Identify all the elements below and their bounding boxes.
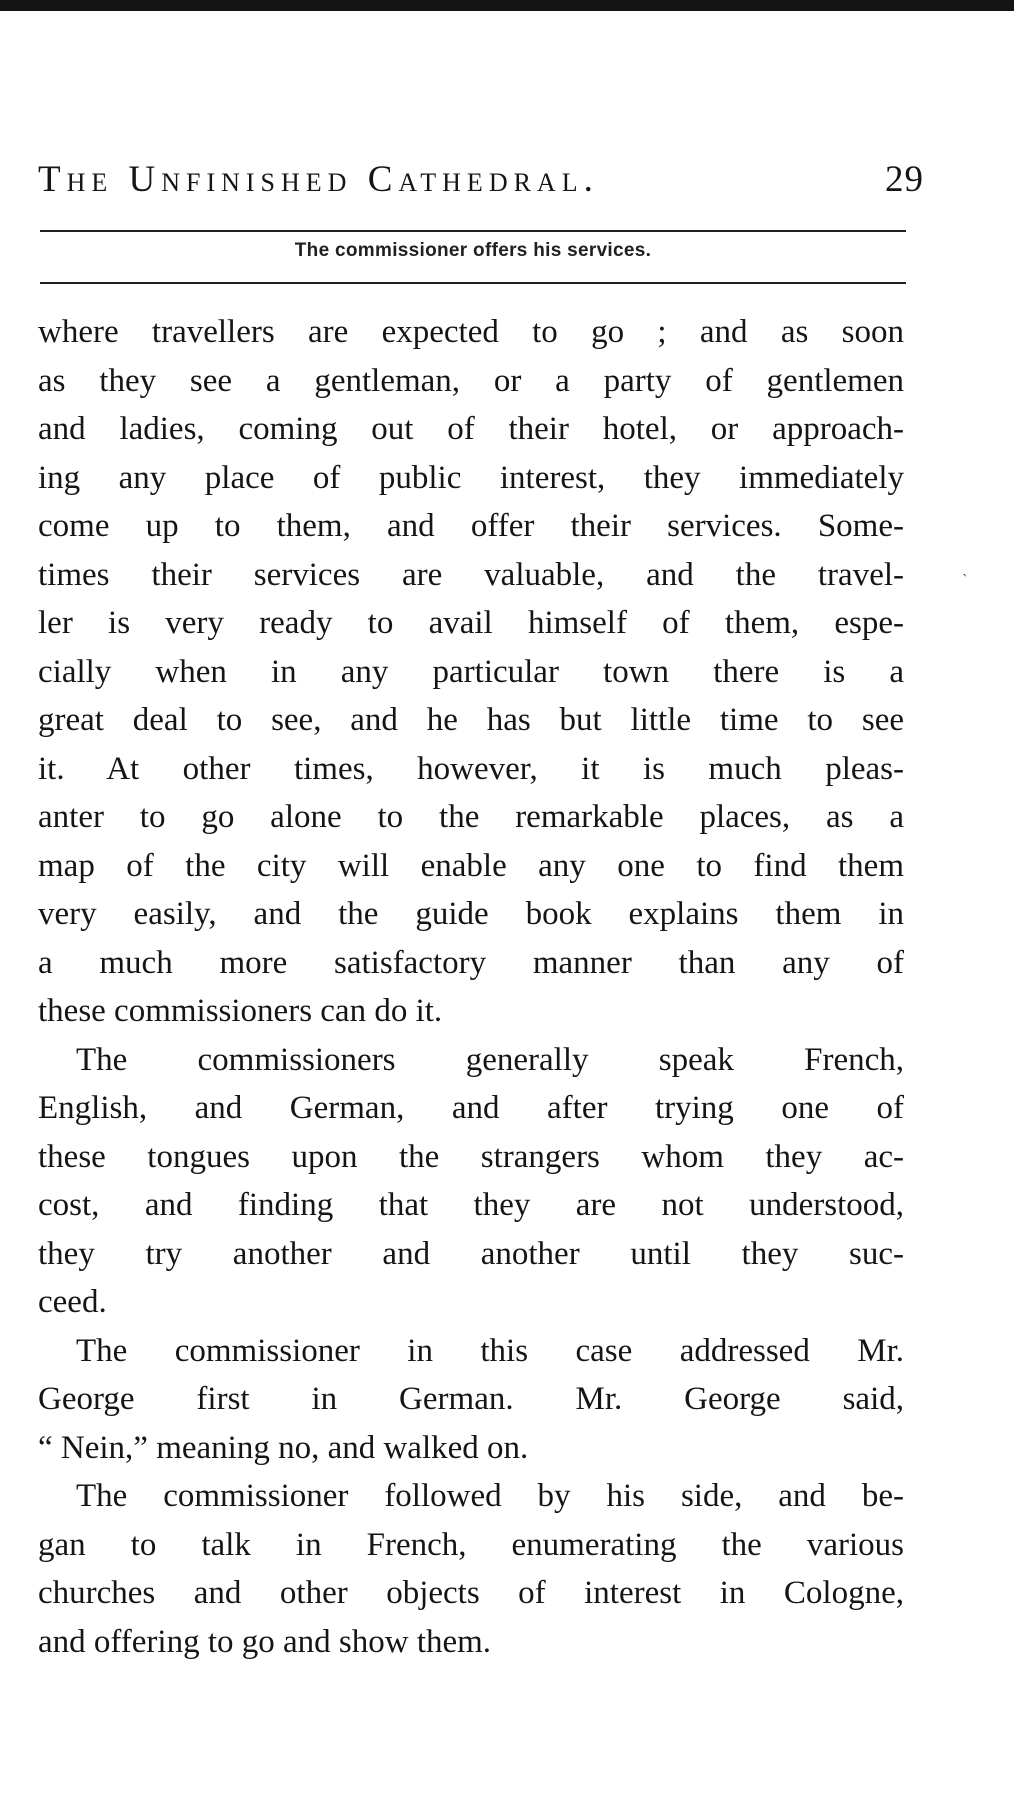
text-line: very easily, and the guide book explains them in [38,896,904,932]
paragraph-start-line: The commissioner followed by his side, and be- [76,1478,904,1514]
text-line: great deal to see, and he has but little time to see [38,702,904,738]
text-line: where travellers are expected to go ; and as soon [38,314,904,350]
header-rule-top [40,230,906,232]
text-line: cost, and finding that they are not understood, [38,1187,904,1223]
paragraph-start-line: The commissioners generally speak French, [76,1041,904,1078]
header-rule-bottom [40,282,906,284]
text-line: these tongues upon the strangers whom they ac- [38,1138,904,1175]
text-line: a much more satisfactory manner than any of [38,944,904,981]
text-line: times their services are valuable, and the travel- [38,556,904,593]
margin-mark: ˋ [962,572,968,589]
text-line: cially when in any particular town there is a [38,653,904,690]
text-line: these commissioners can do it. [38,993,443,1029]
running-title: The Unfinished Cathedral. [38,159,599,200]
text-line: gan to talk in French, enumerating the various [38,1526,904,1563]
text-line: ler is very ready to avail himself of them, espe- [38,605,904,641]
section-subheading: The commissioner offers his services. [294,240,652,261]
text-line: as they see a gentleman, or a party of gentlemen [38,362,904,399]
running-header [38,158,924,208]
text-line: anter to go alone to the remarkable places, as a [38,799,904,835]
text-line: map of the city will enable any one to find them [38,847,904,884]
text-line: and ladies, coming out of their hotel, or approach- [38,411,904,447]
page-number: 29 [885,159,924,200]
text-line: ing any place of public interest, they immediately [38,459,904,496]
text-line: come up to them, and offer their services. Some- [38,508,904,544]
text-line: ceed. [38,1284,107,1320]
paragraph-start-line: The commissioner in this case addressed Mr. [76,1332,904,1369]
text-line: George first in German. Mr. George said, [38,1381,904,1417]
top-border-bar [0,0,1014,11]
body-text [38,308,904,1666]
text-line: and offering to go and show them. [38,1623,492,1660]
text-line: “ Nein,” meaning no, and walked on. [38,1429,529,1466]
text-line: English, and German, and after trying one of [38,1090,904,1126]
text-line: churches and other objects of interest in Cologne, [38,1575,904,1611]
text-line: they try another and another until they suc- [38,1235,904,1272]
text-line: it. At other times, however, it is much pleas- [38,750,904,787]
